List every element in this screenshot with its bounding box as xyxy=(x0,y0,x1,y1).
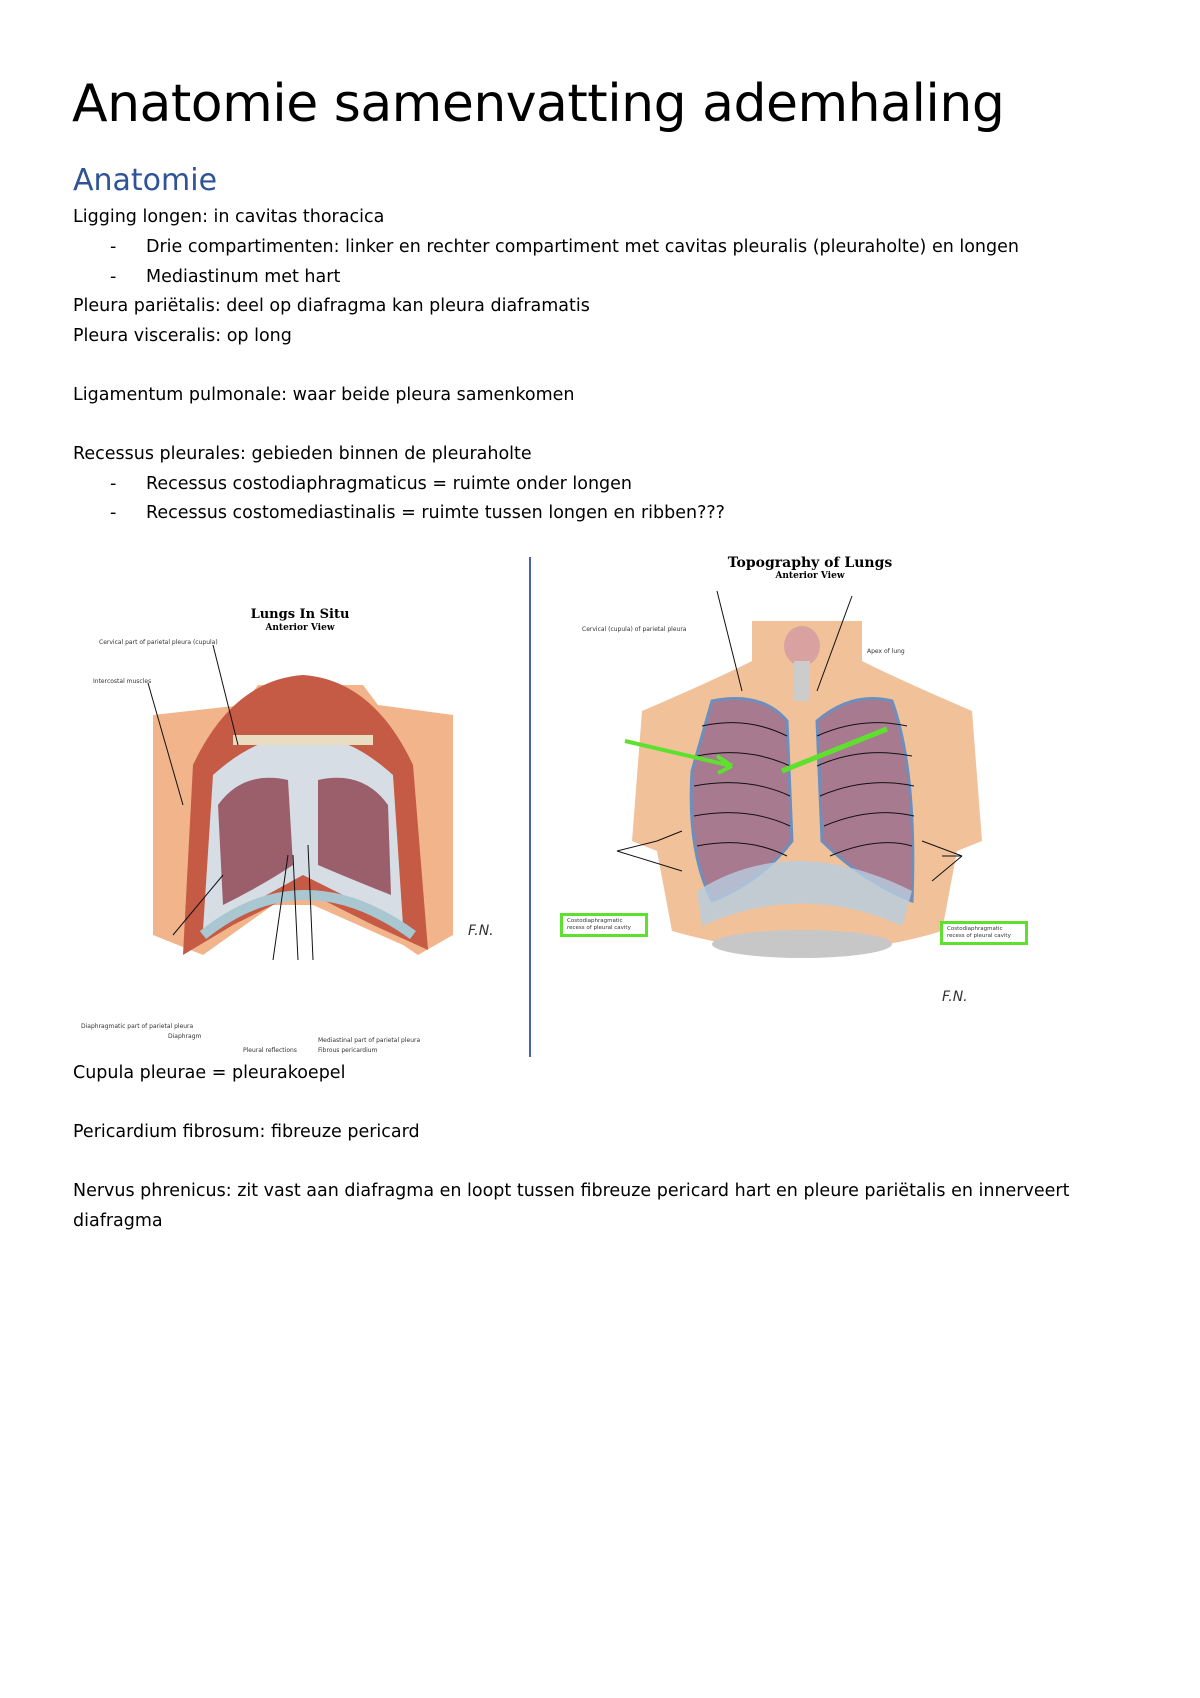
boxed-label-right-recess: Costodiaphragmatic recess of pleural cavity xyxy=(940,921,1028,945)
label-apex-of-lung: Apex of lung xyxy=(867,648,905,655)
bullet-marker: - xyxy=(110,237,117,257)
svg-text:F.N.: F.N. xyxy=(942,989,968,1005)
figure-lungs-in-situ xyxy=(73,605,527,1058)
label-diaphragmatic-pleura: Diaphragmatic part of parietal pleura xyxy=(81,1023,194,1030)
label-cupula: Cervical part of parietal pleura (cupula) xyxy=(99,639,218,646)
figure-title: Topography of Lungs xyxy=(727,555,893,571)
bullet-marker: - xyxy=(110,267,117,287)
figure-title: Lungs In Situ xyxy=(250,607,350,622)
boxed-label-left-recess: Costodiaphragmatic recess of pleural cavity xyxy=(560,913,648,937)
label-mediastinal-pleura: Mediastinal part of parietal pleura xyxy=(318,1037,421,1044)
bullet-costomediastinalis: Recessus costomediastinalis = ruimte tussen longen en ribben??? xyxy=(146,503,725,523)
label-diaphragm: Diaphragm xyxy=(168,1033,202,1040)
lungs-illustration xyxy=(73,605,527,1058)
bullet-costodiaphragmaticus: Recessus costodiaphragmaticus = ruimte onder longen xyxy=(146,474,633,494)
bullet-mediastinum: Mediastinum met hart xyxy=(146,267,341,287)
image-divider xyxy=(529,557,531,1057)
document-title: Anatomie samenvatting ademhaling xyxy=(72,74,1005,134)
label-fibrous-pericardium: Fibrous pericardium xyxy=(318,1047,378,1054)
section-heading: Anatomie xyxy=(73,163,218,198)
text-recessus: Recessus pleurales: gebieden binnen de pleuraholte xyxy=(73,444,532,464)
label-intercostal: Intercostal muscles xyxy=(93,678,152,685)
figure-subtitle: Anterior View xyxy=(775,571,845,581)
bullet-marker: - xyxy=(110,503,117,523)
text-cupula: Cupula pleurae = pleurakoepel xyxy=(73,1063,346,1083)
figure-subtitle: Anterior View xyxy=(265,623,335,633)
figure-topography-of-lungs xyxy=(562,551,1058,1036)
svg-text:F.N.: F.N. xyxy=(468,923,494,939)
bullet-compartimenten: Drie compartimenten: linker en rechter compartiment met cavitas pleuralis (pleuraholte) en longen xyxy=(146,237,1019,257)
label-pleural-reflections: Pleural reflections xyxy=(243,1047,297,1054)
text-pericardium: Pericardium fibrosum: fibreuze pericard xyxy=(73,1122,420,1142)
topography-illustration xyxy=(562,551,1058,1036)
text-ligging: Ligging longen: in cavitas thoracica xyxy=(73,207,385,227)
text-pleura-parietalis: Pleura pariëtalis: deel op diafragma kan pleura diaframatis xyxy=(73,296,590,316)
text-nervus-phrenicus: Nervus phrenicus: zit vast aan diafragma en loopt tussen fibreuze pericard hart en pleure pariëtalis en innerveert xyxy=(73,1181,1070,1201)
bullet-marker: - xyxy=(110,474,117,494)
text-pleura-visceralis: Pleura visceralis: op long xyxy=(73,326,292,346)
text-nervus-phrenicus-cont: diafragma xyxy=(73,1211,163,1231)
text-ligamentum: Ligamentum pulmonale: waar beide pleura samenkomen xyxy=(73,385,575,405)
label-cervical-pleura: Cervical (cupula) of parietal pleura xyxy=(582,626,687,633)
